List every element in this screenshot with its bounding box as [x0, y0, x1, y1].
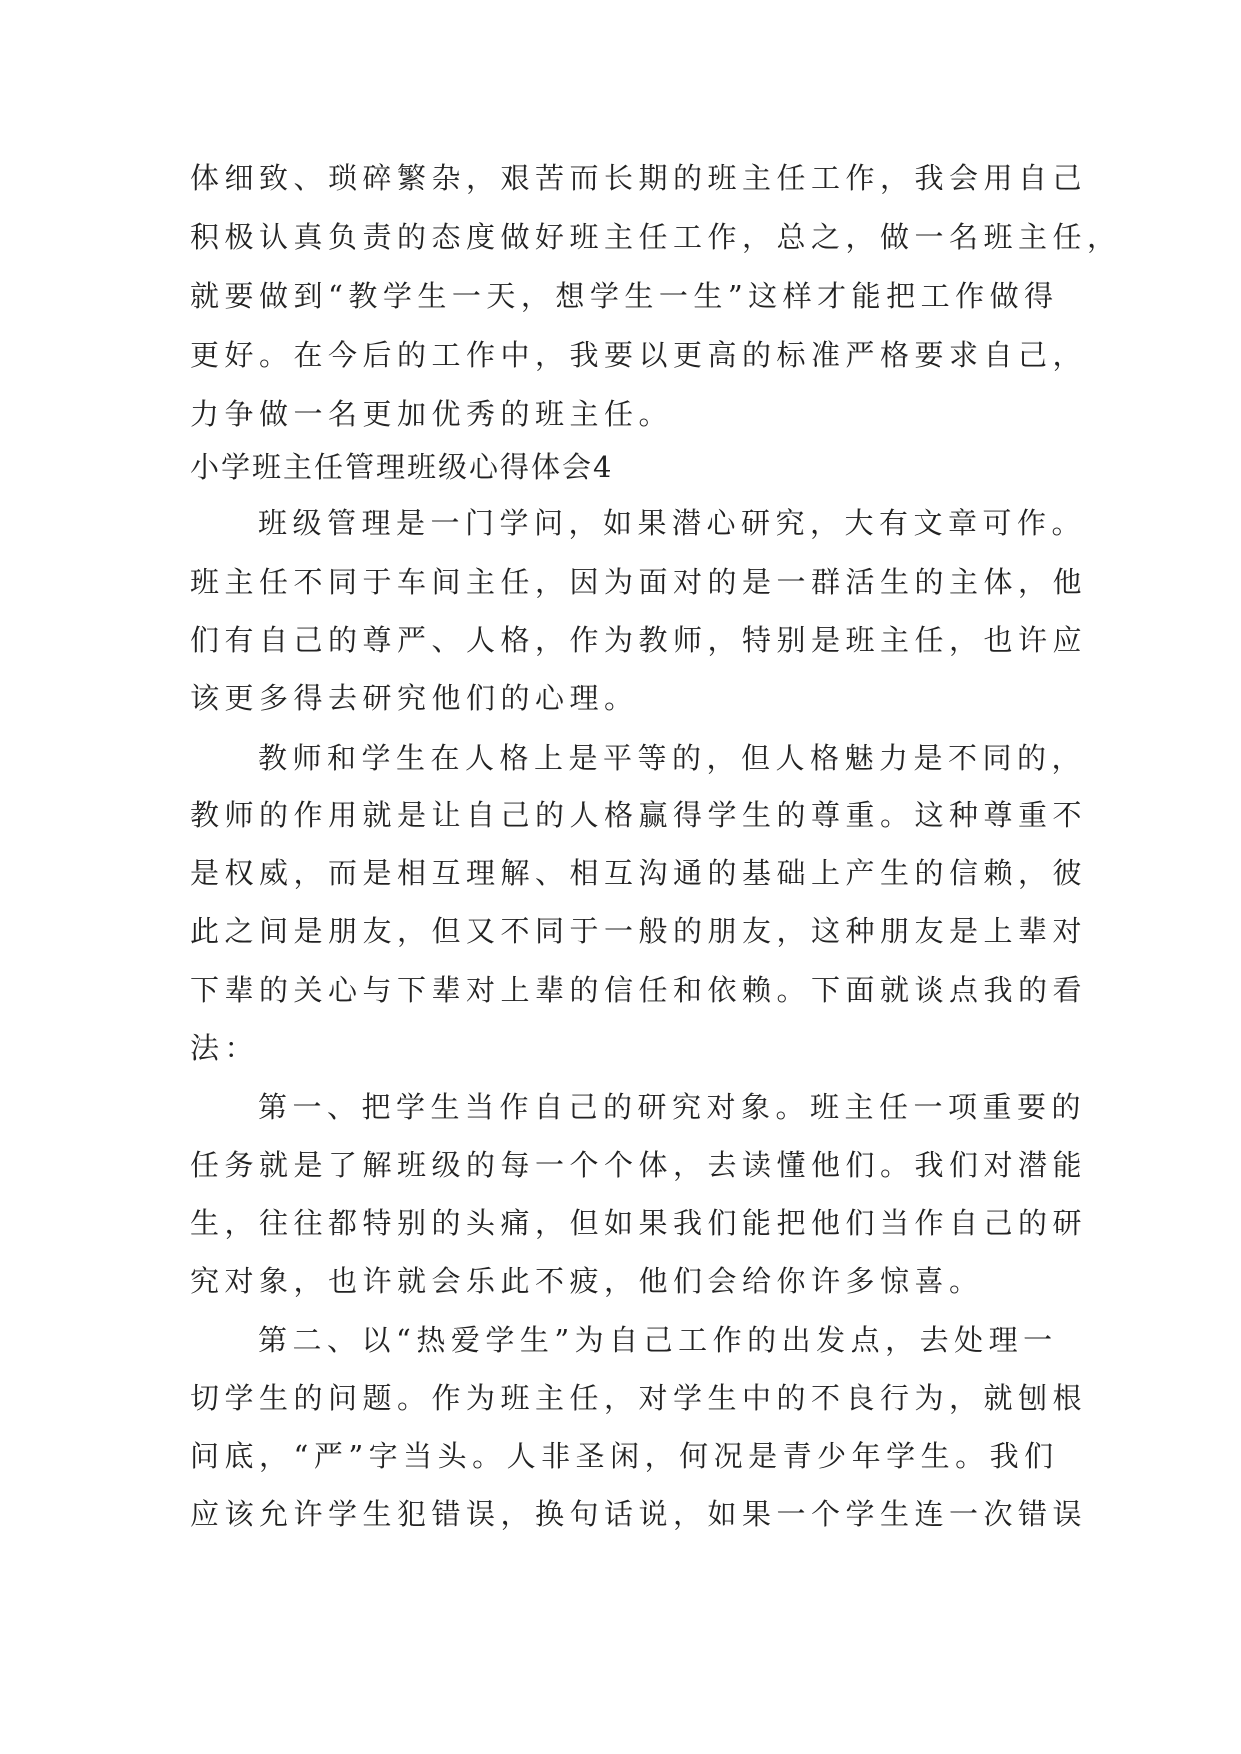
section-heading: 小学班主任管理班级心得体会4 [190, 450, 614, 484]
text-line: 生，往往都特别的头痛，但如果我们能把他们当作自己的研 [190, 1206, 1088, 1240]
text-line: 法： [190, 1031, 260, 1065]
paragraph-first-line: 班级管理是一门学问，如果潜心研究，大有文章可作。 [258, 506, 1087, 540]
text-line: 下辈的关心与下辈对上辈的信任和依赖。下面就谈点我的看 [190, 973, 1088, 1007]
text-line: 切学生的问题。作为班主任，对学生中的不良行为，就刨根 [190, 1381, 1088, 1415]
text-line: 力争做一名更加优秀的班主任。 [190, 397, 674, 431]
text-line: 应该允许学生犯错误，换句话说，如果一个学生连一次错误 [190, 1497, 1088, 1531]
paragraph-first-line: 第一、把学生当作自己的研究对象。班主任一项重要的 [258, 1090, 1087, 1124]
paragraph-first-line: 第二、以“热爱学生”为自己工作的出发点，去处理一 [258, 1323, 1058, 1357]
text-line: 究对象，也许就会乐此不疲，他们会给你许多惊喜。 [190, 1264, 984, 1298]
text-line: 更好。在今后的工作中，我要以更高的标准严格要求自己， [190, 338, 1088, 372]
text-line: 此之间是朋友，但又不同于一般的朋友，这种朋友是上辈对 [190, 914, 1088, 948]
text-line: 班主任不同于车间主任，因为面对的是一群活生的主体，他 [190, 565, 1088, 599]
text-line: 积极认真负责的态度做好班主任工作，总之，做一名班主任， [190, 220, 1122, 254]
text-line: 体细致、琐碎繁杂，艰苦而长期的班主任工作，我会用自己 [190, 161, 1088, 195]
text-line: 任务就是了解班级的每一个个体，去读懂他们。我们对潜能 [190, 1148, 1088, 1182]
text-line: 是权威，而是相互理解、相互沟通的基础上产生的信赖，彼 [190, 856, 1088, 890]
text-line: 该更多得去研究他们的心理。 [190, 681, 639, 715]
paragraph-first-line: 教师和学生在人格上是平等的，但人格魅力是不同的， [258, 741, 1087, 775]
text-line: 们有自己的尊严、人格，作为教师，特别是班主任，也许应 [190, 623, 1088, 657]
text-line: 问底，“严”字当头。人非圣闲，何况是青少年学生。我们 [190, 1439, 1059, 1473]
text-line: 就要做到“教学生一天，想学生一生”这样才能把工作做得 [190, 279, 1059, 313]
text-line: 教师的作用就是让自己的人格赢得学生的尊重。这种尊重不 [190, 798, 1088, 832]
